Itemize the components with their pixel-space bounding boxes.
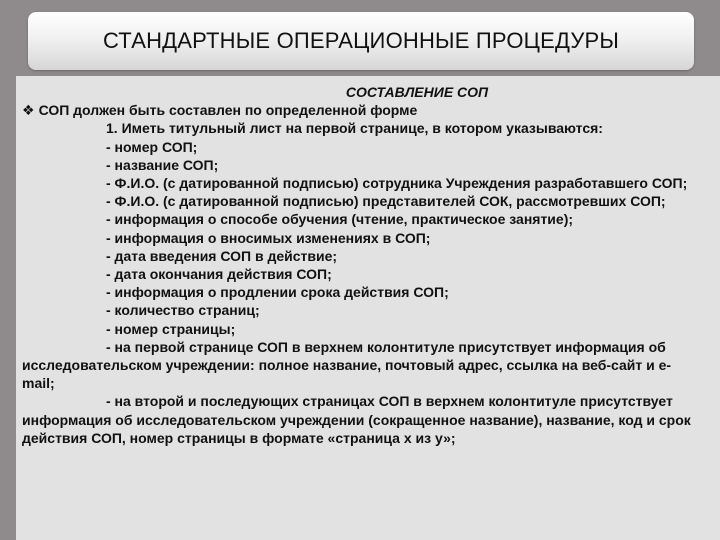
list-item-page-number: - номер страницы; bbox=[106, 320, 236, 337]
content-panel bbox=[16, 76, 720, 540]
bullet-text: СОП должен быть составлен по определенной форме bbox=[38, 102, 418, 119]
list-item-fio-employee: - Ф.И.О. (с датированной подписью) сотрудника Учреждения разработавшего СОП; bbox=[106, 175, 688, 192]
list-item-training-method: - информация о способе обучения (чтение, практическое занятие); bbox=[106, 211, 574, 228]
list-item-sop-name: - название СОП; bbox=[106, 156, 219, 173]
list-item-second-page-header: - на второй и последующих страницах СОП в верхнем колонтитуле присутствует информация об исследовательском учреждении (сокращенное название), название, код и срок действия СОП, номер страницы в формате «страница х из у»; bbox=[22, 393, 691, 446]
list-item-extension-info: - информация о продлении срока действия СОП; bbox=[106, 284, 449, 301]
list-item-effective-date: - дата введения СОП в действие; bbox=[106, 247, 338, 264]
section-subheading: СОСТАВЛЕНИЕ СОП bbox=[345, 84, 489, 100]
list-item-end-date: - дата окончания действия СОП; bbox=[106, 266, 332, 283]
diamond-bullet-icon: ❖ bbox=[22, 102, 35, 119]
bullet-item bbox=[22, 101, 702, 119]
list-item-fio-sok: - Ф.И.О. (с датированной подписью) представителей СОК, рассмотревших СОП; bbox=[106, 193, 666, 210]
title-banner bbox=[28, 12, 694, 70]
item-title-page: 1. Иметь титульный лист на первой странице, в котором указываются: bbox=[106, 120, 603, 137]
list-item-sop-number: - номер СОП; bbox=[106, 138, 198, 155]
list-item-page-count: - количество страниц; bbox=[106, 302, 260, 319]
list-item-first-page-header: - на первой странице СОП в верхнем колонтитуле присутствует информация об исследовательском учреждении: полное название, почтовый адрес, ссылка на веб-сайт и e-mail; bbox=[22, 338, 672, 392]
page-title: СТАНДАРТНЫЕ ОПЕРАЦИОННЫЕ ПРОЦЕДУРЫ bbox=[102, 28, 620, 53]
list-item-changes-info: - информация о вносимых изменениях в СОП; bbox=[106, 229, 431, 246]
